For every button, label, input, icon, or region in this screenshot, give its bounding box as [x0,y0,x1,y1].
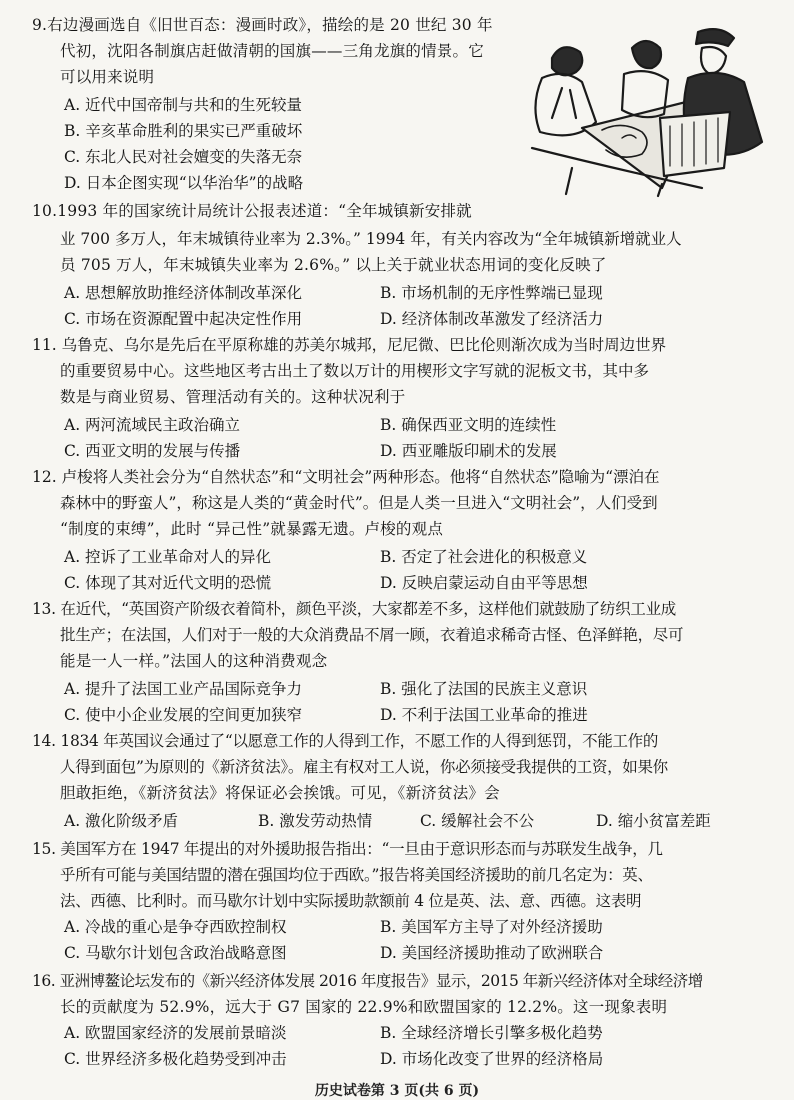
q15-option-a[interactable]: A. 冷战的重心是争夺西欧控制权 [64,918,287,936]
q12-stem-line-1: 12. 卢梭将人类社会分为“自然状态”和“文明社会”两种形态。他将“自然状态”隐喻为“漂泊在 [32,468,660,486]
q10-option-c[interactable]: C. 市场在资源配置中起决定性作用 [64,310,303,328]
q12-option-b[interactable]: B. 否定了社会进化的积极意义 [380,548,588,566]
q16-option-a[interactable]: A. 欧盟国家经济的发展前景暗淡 [64,1024,287,1042]
q15-stem-line-3: 法、西德、比利时。而马歇尔计划中实际援助款额前 4 位是英、法、意、西德。这表明 [60,892,642,910]
q11-stem-line-1: 11. 乌鲁克、乌尔是先后在平原称雄的苏美尔城邦，尼尼微、巴比伦则渐次成为当时周边世界 [32,336,667,354]
q13-stem-line-3: 能是一人一样。”法国人的这种消费观念 [60,652,328,670]
q9-option-d[interactable]: D. 日本企图实现“以华治华”的战略 [64,174,304,192]
q11-option-a[interactable]: A. 两河流域民主政治确立 [64,416,241,434]
q9-option-a[interactable]: A. 近代中国帝制与共和的生死较量 [64,96,303,114]
q15-option-c[interactable]: C. 马歇尔计划包含政治战略意图 [64,944,287,962]
q10-option-d[interactable]: D. 经济体制改革激发了经济活力 [380,310,604,328]
q11-option-b[interactable]: B. 确保西亚文明的连续性 [380,416,557,434]
q12-stem-line-3: “制度的束缚”，此时 “异己性”就暴露无遗。卢梭的观点 [60,520,444,538]
q14-stem-line-1: 14. 1834 年英国议会通过了“以愿意工作的人得到工作，不愿工作的人得到惩罚，不能工作的 [32,732,659,750]
q13-option-c[interactable]: C. 使中小企业发展的空间更加狭窄 [64,706,303,724]
q16-option-c[interactable]: C. 世界经济多极化趋势受到冲击 [64,1050,287,1068]
q15-stem-line-2: 乎所有可能与美国结盟的潜在强国均位于西欧。”报告将美国经济援助的前几名定为：英、 [60,866,653,884]
q10-option-b[interactable]: B. 市场机制的无序性弊端已显现 [380,284,603,302]
q16-stem-line-2: 长的贡献度为 52.9%，远大于 G7 国家的 22.9%和欧盟国家的 12.2%。这一现象表明 [60,998,668,1016]
q13-stem-line-1: 13. 在近代，“英国资产阶级衣着简朴，颜色平淡，大家都差不多，这样他们就鼓励了纺织工业成 [32,600,677,618]
q12-stem-line-2: 森林中的野蛮人”，称这是人类的“黄金时代”。但是人类一旦进入“文明社会”，人们受到 [60,494,658,512]
q12-option-d[interactable]: D. 反映启蒙运动自由平等思想 [380,574,588,592]
q15-option-b[interactable]: B. 美国军方主导了对外经济援助 [380,918,603,936]
q10-stem-line-2: 业 700 多万人，年末城镇待业率为 2.3%。” 1994 年，有关内容改为“全年城镇新增就业人 [60,230,682,248]
q11-option-c[interactable]: C. 西亚文明的发展与传播 [64,442,241,460]
q16-option-b[interactable]: B. 全球经济增长引擎多极化趋势 [380,1024,603,1042]
q13-option-a[interactable]: A. 提升了法国工业产品国际竞争力 [64,680,303,698]
q9-stem-line-3: 可以用来说明 [60,68,155,86]
q13-option-d[interactable]: D. 不利于法国工业革命的推进 [380,706,588,724]
q15-option-d[interactable]: D. 美国经济援助推动了欧洲联合 [380,944,604,962]
q14-option-c[interactable]: C. 缓解社会不公 [420,812,535,830]
cartoon-illustration [512,18,774,198]
q14-option-a[interactable]: A. 激化阶级矛盾 [64,812,179,830]
q10-stem-line-3: 员 705 万人，年末城镇失业率为 2.6%。” 以上关于就业状态用词的变化反映了 [60,256,607,274]
q14-stem-line-3: 胆敢拒绝，《新济贫法》将保证必会挨饿。可见，《新济贫法》会 [60,784,500,802]
q13-stem-line-2: 批生产；在法国，人们对于一般的大众消费品不屑一顾，衣着追求稀奇古怪、色泽鲜艳，尽可 [60,626,684,644]
q14-option-b[interactable]: B. 激发劳动热情 [258,812,373,830]
q15-stem-line-1: 15. 美国军方在 1947 年提出的对外援助报告指出：“一旦由于意识形态而与苏联发生战争，几 [32,840,663,858]
page-footer: 历史试卷第 3 页(共 6 页) [314,1083,480,1099]
q11-option-d[interactable]: D. 西亚雕版印刷术的发展 [380,442,557,460]
q9-stem-line-1: 9.右边漫画选自《旧世百态：漫画时政》，描绘的是 20 世纪 30 年 [32,16,493,34]
q9-option-b[interactable]: B. 辛亥革命胜利的果实已严重破坏 [64,122,303,140]
q16-stem-line-1: 16. 亚洲博鳌论坛发布的《新兴经济体发展 2016 年度报告》显示，2015 年新兴经济体对全球经济增 [32,972,703,990]
q10-option-a[interactable]: A. 思想解放助推经济体制改革深化 [64,284,303,302]
q11-stem-line-3: 数是与商业贸易、管理活动有关的。这种状况利于 [60,388,406,406]
q14-option-d[interactable]: D. 缩小贫富差距 [596,812,711,830]
q10-stem-line-1: 10.1993 年的国家统计局统计公报表述道：“全年城镇新安排就 [32,202,472,220]
q13-option-b[interactable]: B. 强化了法国的民族主义意识 [380,680,588,698]
q12-option-c[interactable]: C. 体现了其对近代文明的恐慌 [64,574,272,592]
q9-option-c[interactable]: C. 东北人民对社会嬗变的失落无奈 [64,148,303,166]
q16-option-d[interactable]: D. 市场化改变了世界的经济格局 [380,1050,604,1068]
q9-stem-line-2: 代初，沈阳各制旗店赶做清朝的国旗——三角龙旗的情景。它 [60,42,484,60]
q14-stem-line-2: 人得到面包”为原则的《新济贫法》。雇主有权对工人说，你必须接受我提供的工资，如果你 [60,758,668,776]
q11-stem-line-2: 的重要贸易中心。这些地区考古出土了数以万计的用楔形文字写就的泥板文书，其中多 [60,362,650,380]
q12-option-a[interactable]: A. 控诉了工业革命对人的异化 [64,548,272,566]
